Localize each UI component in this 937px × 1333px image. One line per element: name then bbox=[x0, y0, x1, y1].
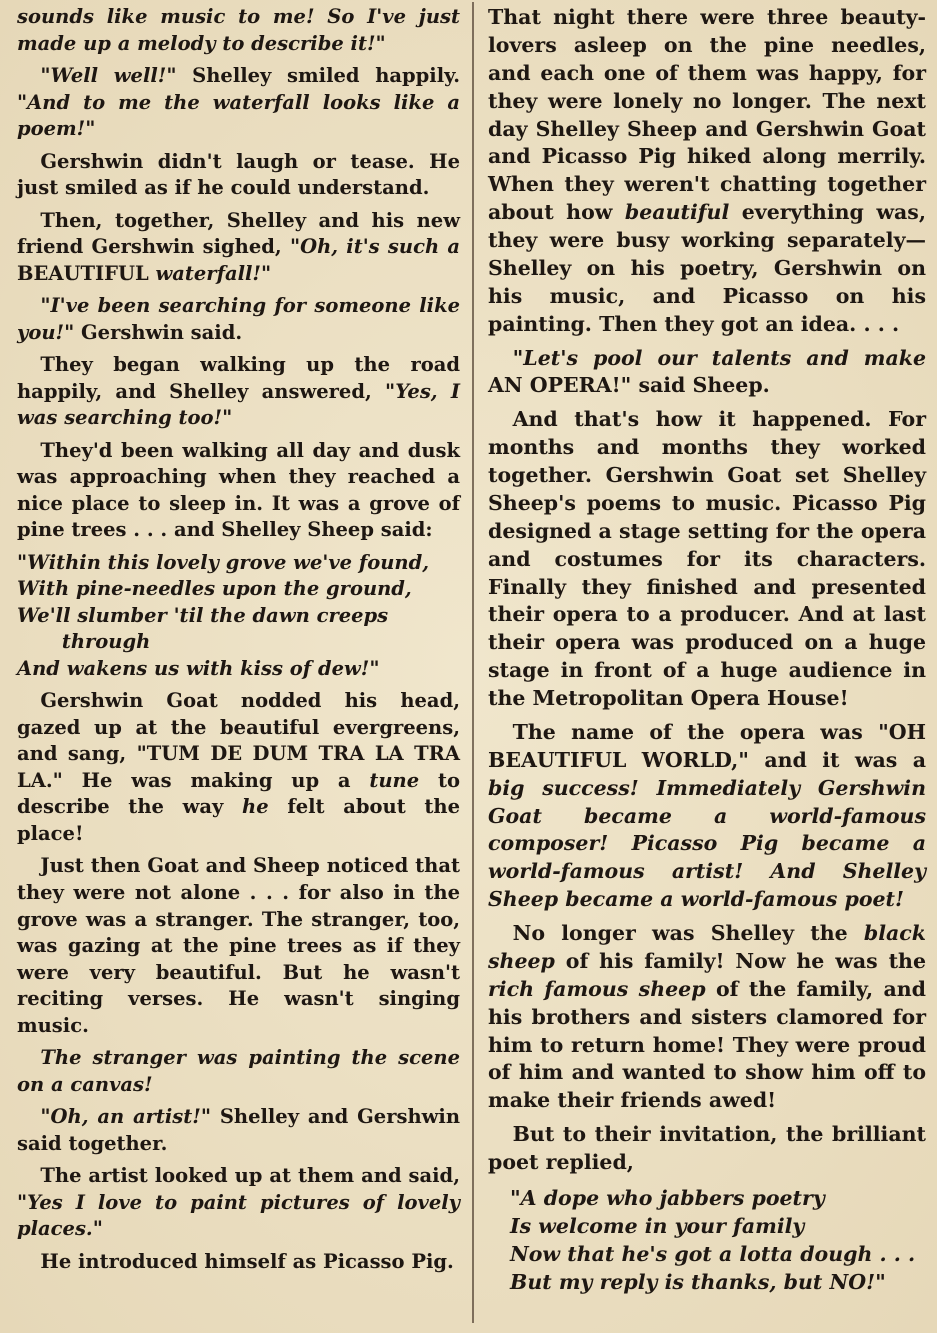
paragraph bbox=[17, 438, 460, 544]
paragraph-text: Shelley and Gershwin said together. bbox=[17, 1105, 460, 1155]
paragraph bbox=[17, 1045, 460, 1098]
poem-stanza bbox=[510, 1185, 926, 1297]
paragraph-text: He introduced himself as Picasso Pig. bbox=[40, 1249, 454, 1273]
paragraph bbox=[488, 1121, 926, 1177]
paragraph-text: Then, together, Shelley and his new friend Gershwin sighed, bbox=[17, 208, 460, 259]
poem-line: "A dope who jabbers poetry bbox=[510, 1185, 825, 1210]
quote-text: "Oh, an artist!" bbox=[40, 1105, 211, 1129]
paragraph-text: Gershwin didn't laugh or tease. He just smiled as if he could understand. bbox=[17, 149, 460, 200]
paragraph bbox=[17, 688, 460, 847]
emphasis-text: big success! Immediately Gershwin Goat became a world-famous composer! Picasso Pig became a world-famous artist! And Shelley Sheep became a world-famous poet! bbox=[488, 775, 926, 912]
poem-line: And wakens us with kiss of dew!" bbox=[17, 656, 380, 680]
paragraph bbox=[17, 1249, 460, 1276]
paragraph bbox=[17, 853, 460, 1039]
paragraph bbox=[17, 1163, 460, 1243]
quote-text: "Well well!" bbox=[40, 64, 177, 88]
quote-text: "Yes, I was searching too!" bbox=[17, 379, 460, 430]
emphasis-text: tune bbox=[369, 768, 420, 792]
quote-text: "I've been searching for someone like you!" bbox=[17, 294, 460, 344]
poem-stanza bbox=[17, 550, 460, 683]
paragraph-text: felt about the place! bbox=[17, 795, 460, 845]
paragraph-text: to describe the way bbox=[17, 768, 460, 819]
paragraph-text: Just then Goat and Sheep noticed that they were not alone . . . for also in the grove was a stranger. The stranger, too, was gazing at the pine trees as if they were very beautiful. But he wasn't reciting verses. He wasn't singing music. bbox=[17, 854, 460, 1037]
paragraph-text: But to their invitation, the brilliant poet replied, bbox=[488, 1122, 926, 1174]
poem-line: through bbox=[61, 630, 151, 654]
paragraph bbox=[17, 149, 460, 202]
left-text-column bbox=[17, 4, 460, 1319]
paragraph-text: of his family! Now he was the bbox=[554, 948, 926, 973]
paragraph-text: sounds like music to me! So I've just made up a melody to describe it!" bbox=[17, 5, 460, 55]
paragraph-text: That night there were three beauty-lovers asleep on the pine needles, and each one of them was happy, for they were lonely no longer. The next day Shelley Sheep and Gershwin Goat and Picasso Pig hiked along merrily. When they weren't chatting together about how bbox=[488, 5, 926, 225]
emphasis-text: black sheep bbox=[488, 921, 926, 973]
emphasis-text: he bbox=[242, 795, 269, 819]
quote-text: waterfall!" bbox=[148, 261, 272, 285]
paragraph-text: Shelley smiled happily. bbox=[176, 64, 460, 88]
poem-line: Is welcome in your family bbox=[510, 1213, 805, 1238]
quote-text: "And to me the waterfall looks like a poem!" bbox=[17, 90, 460, 141]
paragraph-text: Gershwin Goat nodded his head, gazed up at the beautiful evergreens, and sang, "TUM DE DUM TRA LA TRA LA." He was making up a bbox=[17, 689, 460, 792]
right-text-column bbox=[488, 4, 926, 1319]
paragraph bbox=[488, 4, 926, 339]
emphasis-text: rich famous sheep bbox=[488, 976, 706, 1001]
paragraph bbox=[17, 352, 460, 432]
paragraph-text: They began walking up the road happily, and Shelley answered, bbox=[17, 353, 460, 403]
paragraph bbox=[488, 406, 926, 713]
paragraph bbox=[17, 1104, 460, 1157]
poem-line: We'll slumber 'til the dawn creeps bbox=[17, 603, 389, 627]
paragraph bbox=[17, 208, 460, 288]
paragraph-text: The name of the opera was "OH BEAUTIFUL WORLD," and it was a bbox=[488, 719, 926, 772]
poem-line: Now that he's got a lotta dough . . . bbox=[510, 1241, 916, 1266]
paragraph bbox=[17, 63, 460, 143]
paragraph-text: The artist looked up at them and said, bbox=[40, 1164, 460, 1188]
quote-text: "Let's pool our talents and make bbox=[512, 345, 926, 370]
emphasis-text: BEAUTIFUL bbox=[17, 261, 149, 285]
quote-text: The stranger was painting the scene on a canvas! bbox=[17, 1046, 460, 1096]
paragraph bbox=[17, 4, 460, 57]
poem-line: With pine-needles upon the ground, bbox=[17, 577, 412, 601]
paragraph-text: No longer was Shelley the bbox=[512, 921, 864, 945]
paragraph-text: said Sheep. bbox=[631, 373, 770, 398]
paragraph-text: everything was, they were busy working separately—Shelley on his poetry, Gershwin on his music, and Picasso on his painting. Then they got an idea. . . . bbox=[488, 200, 926, 336]
poem-line: "Within this lovely grove we've found, bbox=[17, 550, 430, 574]
quote-text: "Yes I love to paint pictures of lovely places." bbox=[17, 1190, 460, 1241]
emphasis-text: beautiful bbox=[624, 200, 730, 225]
emphasis-text: AN OPERA!" bbox=[488, 373, 632, 398]
paragraph-text: of the family, and his brothers and sisters clamored for him to return home! They were proud of him and wanted to show him off to make their friends awed! bbox=[488, 976, 927, 1113]
poem-line: But my reply is thanks, but NO!" bbox=[510, 1269, 886, 1294]
paragraph-text: And that's how it happened. For months and months they worked together. Gershwin Goat set Shelley Sheep's poems to music. Picasso Pig designed a stage setting for the opera and costumes for its characters. Finally they finished and presented their opera to a producer. And at last their opera was produced on a huge stage in front of a huge audience in the Metropolitan Opera House! bbox=[488, 407, 926, 710]
paragraph-text: They'd been walking all day and dusk was approaching when they reached a nice place to sleep in. It was a grove of pine trees . . . and Shelley Sheep said: bbox=[17, 438, 460, 542]
paragraph bbox=[17, 293, 460, 346]
quote-text: "Oh, it's such a bbox=[289, 235, 461, 259]
paragraph-text: Gershwin said. bbox=[74, 320, 243, 344]
paragraph bbox=[488, 920, 926, 1115]
paragraph bbox=[488, 345, 926, 401]
column-divider bbox=[472, 2, 474, 1323]
paragraph bbox=[488, 719, 926, 914]
